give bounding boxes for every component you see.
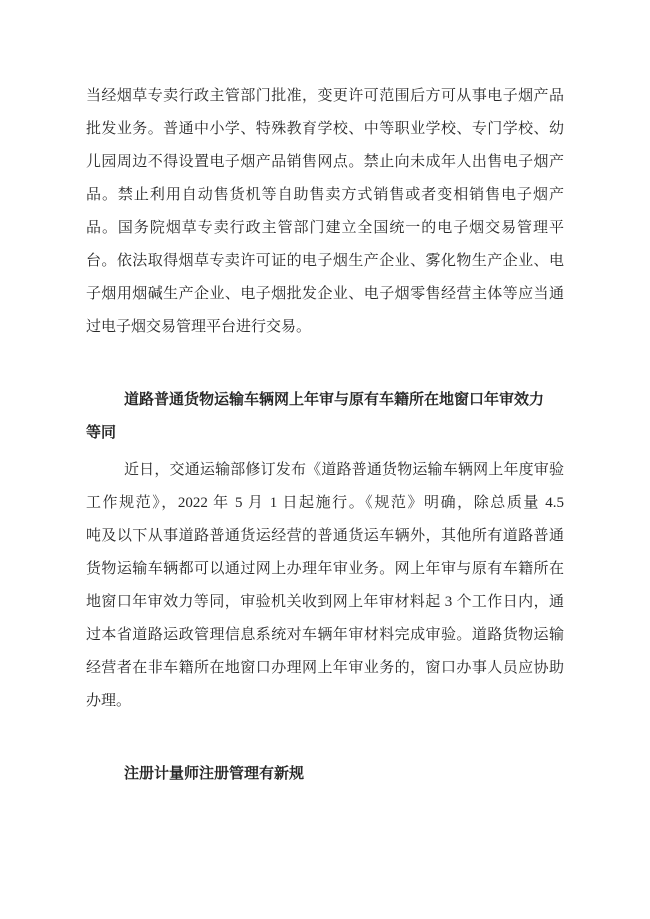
text-line: 经营者在非车籍所在地窗口办理网上年审业务的，窗口办事人员应协助 bbox=[86, 660, 564, 676]
text-line: 近日，交通运输部修订发布《道路普通货物运输车辆网上年度审验 bbox=[124, 462, 564, 478]
text-line: 过电子烟交易管理平台进行交易。 bbox=[86, 319, 312, 335]
paragraph-truck-online-review bbox=[86, 454, 564, 718]
text-line: 工作规范》，2022 年 5 月 1 日起施行。《规范》明确，除总质量 4.5 bbox=[86, 495, 564, 511]
text-line: 台。依法取得烟草专卖许可证的电子烟生产企业、雾化物生产企业、电 bbox=[86, 253, 564, 269]
text-line: 当经烟草专卖行政主管部门批准，变更许可范围后方可从事电子烟产品 bbox=[86, 88, 564, 104]
text-line: 品。国务院烟草专卖行政主管部门建立全国统一的电子烟交易管理平 bbox=[86, 220, 564, 236]
text-line: 过本省道路运政管理信息系统对车辆年审材料完成审验。道路货物运输 bbox=[86, 627, 564, 643]
heading-registered-metrologist bbox=[86, 758, 564, 791]
document-text-column bbox=[86, 80, 564, 791]
text-line: 注册计量师注册管理有新规 bbox=[124, 766, 305, 782]
heading-truck-online-review bbox=[86, 384, 564, 450]
text-line: 办理。 bbox=[86, 693, 132, 709]
text-line: 货物运输车辆都可以通过网上办理年审业务。网上年审与原有车籍所在 bbox=[86, 561, 564, 577]
text-line: 吨及以下从事道路普通货运经营的普通货运车辆外，其他所有道路普通 bbox=[86, 528, 564, 544]
text-line: 道路普通货物运输车辆网上年审与原有车籍所在地窗口年审效力 bbox=[124, 392, 545, 408]
text-line: 等同 bbox=[86, 425, 117, 441]
text-line: 地窗口年审效力等同，审验机关收到网上年审材料起 3 个工作日内，通 bbox=[86, 594, 564, 610]
text-line: 儿园周边不得设置电子烟产品销售网点。禁止向未成年人出售电子烟产 bbox=[86, 154, 564, 170]
text-line: 子烟用烟碱生产企业、电子烟批发企业、电子烟零售经营主体等应当通 bbox=[86, 286, 564, 302]
text-line: 批发业务。普通中小学、特殊教育学校、中等职业学校、专门学校、幼 bbox=[86, 121, 564, 137]
paragraph-ecig-regulations bbox=[86, 80, 564, 344]
text-line: 品。禁止利用自动售货机等自助售卖方式销售或者变相销售电子烟产 bbox=[86, 187, 564, 203]
